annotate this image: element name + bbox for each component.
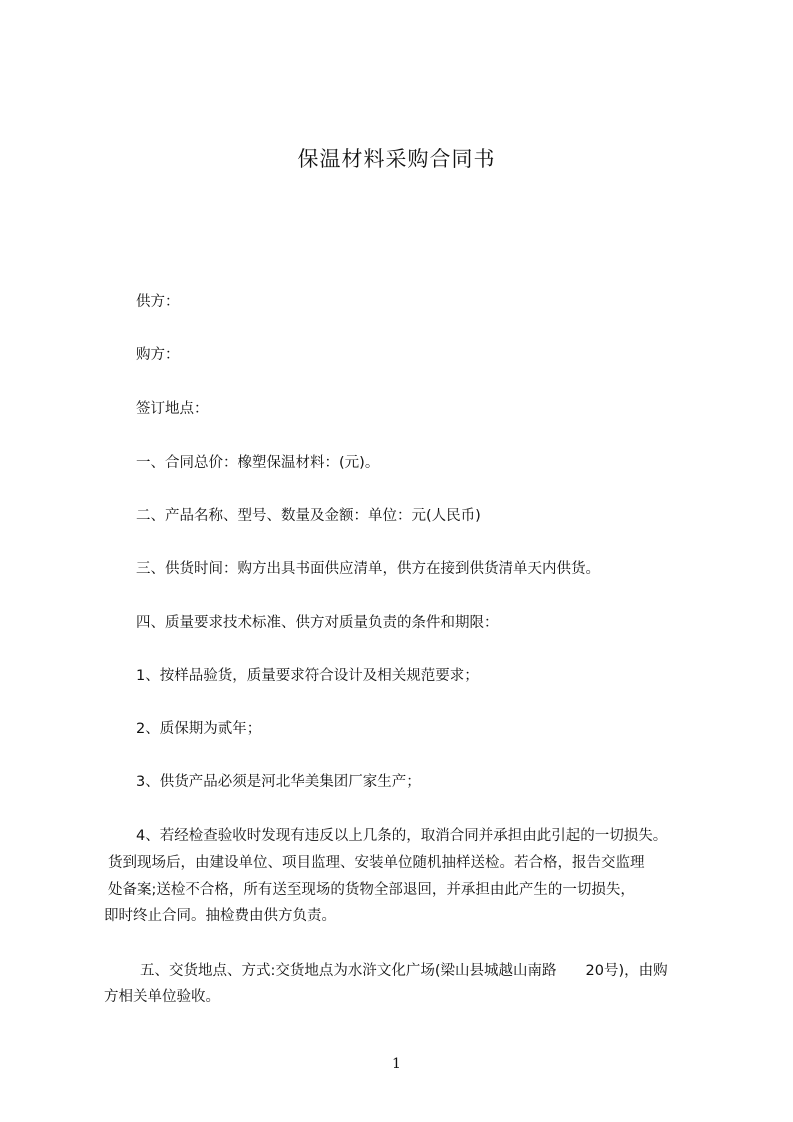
item-2: 2、质保期为贰年；	[136, 721, 262, 737]
clause-3: 三、供货时间：购方出具书面供应清单，供方在接到供货清单天内供货。	[136, 561, 600, 577]
page-number: 1	[392, 1056, 401, 1072]
item-4-line: 4、若经检查验收时发现有违反以上几条的，取消合同并承担由此引起的一切损失。	[136, 828, 668, 844]
item-4-line: 货到现场后，由建设单位、项目监理、安装单位随机抽样送检。若合格，报告交监理	[108, 855, 645, 871]
clause-1: 一、合同总价：橡塑保温材料：(元)。	[136, 455, 380, 471]
clause-4: 四、质量要求技术标准、供方对质量负责的条件和期限：	[136, 615, 499, 631]
buyer-label: 购方：	[136, 347, 180, 363]
supplier-label: 供方：	[136, 294, 180, 310]
signing-place-label: 签订地点：	[136, 401, 209, 417]
item-1: 1、按样品验货，质量要求符合设计及相关规范要求；	[136, 668, 479, 684]
clause-5-line: 五、交货地点、方式:交货地点为水浒文化广场(梁山县城越山南路 20号)，由购	[140, 963, 668, 979]
clause-2: 二、产品名称、型号、数量及金额：单位：元(人民币)	[136, 508, 481, 524]
item-4-line: 处备案;送检不合格，所有送至现场的货物全部退回，并承担由此产生的一切损失，	[108, 882, 635, 898]
item-3: 3、供货产品必须是河北华美集团厂家生产；	[136, 774, 421, 790]
document-title: 保温材料采购合同书	[297, 147, 496, 171]
clause-5-line: 方相关单位验收。	[104, 989, 220, 1005]
item-4-line: 即时终止合同。抽检费由供方负责。	[104, 908, 336, 924]
